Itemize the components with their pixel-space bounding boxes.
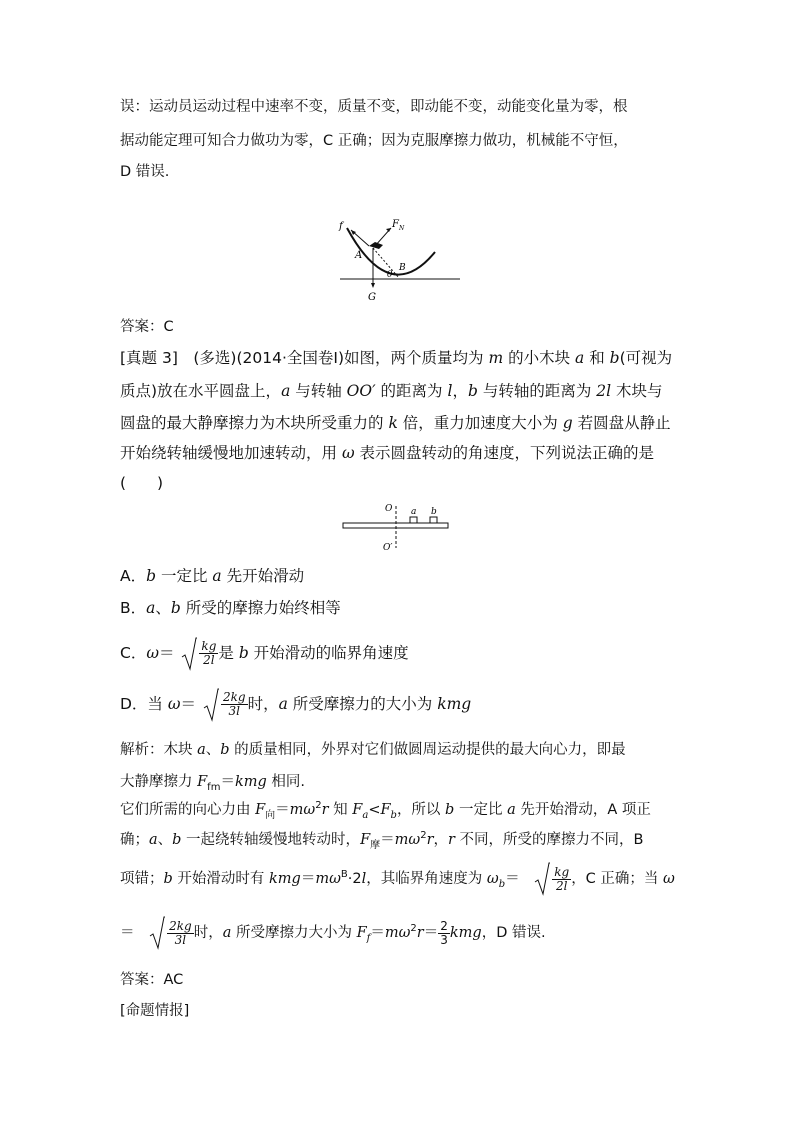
label-o-prime: O′	[383, 543, 393, 553]
fraction-c: $\frac{kg}{2l}$	[201, 639, 217, 667]
question-line-3: 圆盘的最大静摩擦力为木块所受重力的 k 倍，重力加速度大小为 g 若圆盘从静止	[120, 414, 671, 432]
option-b: B．a、b 所受的摩擦力始终相等	[120, 599, 341, 617]
fraction-d: $\frac{2kg}{3l}$	[222, 690, 246, 718]
block-b	[430, 517, 437, 523]
track-figure	[325, 212, 465, 304]
analysis-line-3: 它们所需的向心力由 $F_向=m\omega^2r$ 知 $F_a<F_b$，所以 b 一定比 a 先开始滑动，A 项正	[120, 800, 651, 821]
prev-answer-line-2: 据动能定理可知合力做功为零，C 正确；因为克服摩擦力做功，机械能不守恒，	[120, 133, 628, 149]
fn-arrowhead	[386, 228, 391, 232]
sqrt-c	[181, 637, 197, 671]
option-c: C．ω＝ $\frac{kg}{2l}$ 是 b 开始滑动的临界角速度	[120, 636, 409, 671]
analysis-line-4: 确；a、b 一起绕转轴缓慢地转动时，$F_摩=m\omega^2r$，r 不同，所受的摩擦力不同，B	[120, 830, 644, 851]
label-o: O	[385, 504, 393, 514]
label-fn-sub: N	[399, 225, 405, 232]
section-heading: [命题情报]	[120, 1003, 190, 1019]
sqrt-analysis-1	[534, 862, 550, 896]
analysis-line-5: 项错；b 开始滑动时有 $kmg=m\omega^B\cdot 2l$，其临界角速度为 $\omega_b=$ $\frac{kg}{2l}$ ，C 正确；当 ω	[120, 862, 675, 896]
label-f: f	[339, 221, 343, 232]
option-a: A．b 一定比 a 先开始滑动	[120, 567, 305, 585]
label-b: B	[399, 263, 406, 273]
prev-answer-line-3: D 错误.	[120, 164, 170, 180]
label-block-b: b	[431, 507, 437, 517]
label-block-a: a	[411, 507, 417, 517]
label-theta: θ	[387, 270, 393, 280]
answer-label: 答案：AC	[120, 972, 184, 988]
disc-figure	[340, 500, 452, 555]
question-line-4: 开始绕转轴缓慢地加速转动，用 ω 表示圆盘转动的角速度，下列说法正确的是	[120, 444, 655, 462]
question-line-1: [真题 3] (多选)(2014·全国卷Ⅰ)如图，两个质量均为 m 的小木块 a 和 b(可视为	[120, 349, 673, 367]
label-fn: F	[392, 219, 399, 230]
prev-answer-label: 答案：C	[120, 319, 174, 335]
fraction-analysis-1: $\frac{kg}{2l}$	[554, 864, 570, 893]
question-line-2: 质点)放在水平圆盘上，a 与转轴 OO′ 的距离为 l，b 与转轴的距离为 2l 木块与	[120, 382, 663, 400]
question-line-5: ( )	[120, 474, 164, 492]
analysis-line-1: 解析：木块 a、b 的质量相同，外界对它们做圆周运动提供的最大向心力，即最	[120, 742, 626, 758]
sqrt-d	[203, 688, 219, 722]
prev-answer-line-1: 误：运动员运动过程中速率不变，质量不变，即动能不变，动能变化量为零，根	[120, 99, 628, 115]
option-d: D．当 ω＝ $\frac{2kg}{3l}$ 时，a 所受摩擦力的大小为 kmg	[120, 687, 471, 722]
label-g: G	[368, 292, 376, 303]
label-a: A	[355, 250, 363, 261]
block-a	[410, 517, 417, 523]
fraction-analysis-2: $\frac{2kg}{3l}$	[169, 918, 192, 947]
dash-line	[373, 248, 399, 278]
analysis-line-2: 大静摩擦力 $F_{fm}=kmg$ 相同.	[120, 774, 305, 793]
sqrt-analysis-2	[149, 916, 165, 950]
g-arrowhead	[371, 283, 375, 288]
analysis-line-6: ＝ $\frac{2kg}{3l}$ 时，a 所受摩擦力大小为 $F_f=m\omega^2r=$ $\frac{2}{3}$ kmg，D 错误.	[120, 916, 546, 950]
fraction-two-thirds: $\frac{2}{3}$	[440, 918, 448, 947]
